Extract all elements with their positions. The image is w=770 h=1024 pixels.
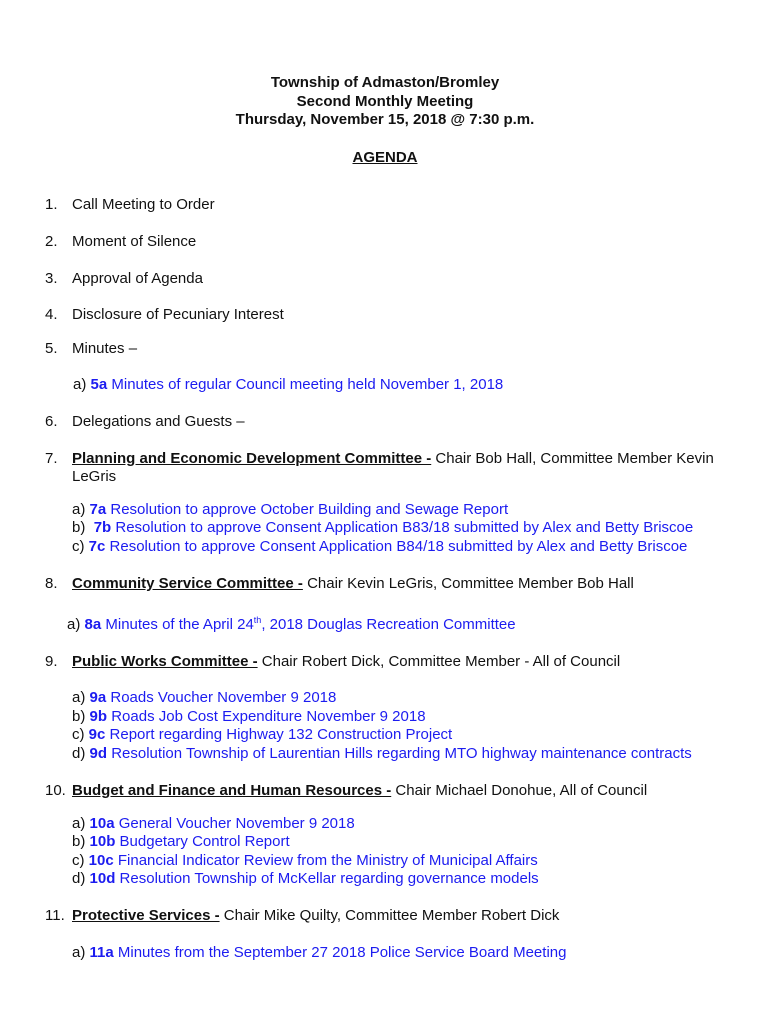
attachment-link-8a[interactable]: 8a — [84, 616, 102, 633]
attachment-link-text[interactable]: Minutes from the September 27 2018 Police Service Board Meeting — [117, 944, 567, 961]
subitem-letter: b) — [72, 708, 86, 725]
attachment-link-text[interactable]: General Voucher November 9 2018 — [118, 815, 355, 832]
ordinal-suffix: th — [253, 615, 262, 625]
committee-members: Chair Mike Quilty, Committee Member Robert Dick — [223, 907, 560, 924]
subitem-letter: a) — [72, 689, 86, 706]
attachment-link-9c[interactable]: 9c — [88, 726, 106, 743]
attachment-link-text[interactable]: Resolution Township of McKellar regarding governance models — [119, 870, 539, 887]
committee-title: Protective Services - — [72, 907, 220, 924]
agenda-subitem-9b — [72, 708, 426, 725]
attachment-link-7c[interactable]: 7c — [88, 538, 106, 555]
subitem-letter: c) — [72, 726, 85, 743]
agenda-heading: AGENDA — [352, 149, 418, 166]
attachment-link-text[interactable]: Resolution Township of Laurentian Hills regarding MTO highway maintenance contracts — [111, 745, 692, 762]
agenda-item-10 — [45, 782, 647, 799]
attachment-link-5a[interactable]: 5a — [90, 376, 108, 393]
agenda-subitem-9d — [72, 745, 692, 762]
attachment-link-text[interactable]: Minutes of regular Council meeting held November 1, 2018 — [111, 376, 504, 393]
item-number: 7. — [45, 450, 58, 467]
agenda-item-9 — [45, 653, 620, 670]
committee-members: Chair Michael Donohue, All of Council — [395, 782, 648, 799]
agenda-item-3 — [45, 270, 203, 287]
item-text: Disclosure of Pecuniary Interest — [72, 306, 284, 323]
attachment-link-text[interactable]: Roads Job Cost Expenditure November 9 2018 — [111, 708, 426, 725]
item-number: 1. — [45, 196, 58, 213]
item-text: Approval of Agenda — [72, 270, 203, 287]
agenda-subitem-10b — [72, 833, 290, 850]
agenda-item-8 — [45, 575, 634, 592]
meeting-date: Thursday, November 15, 2018 @ 7:30 p.m. — [235, 111, 535, 128]
item-number: 11. — [45, 907, 65, 924]
attachment-link-11a[interactable]: 11a — [89, 944, 114, 961]
committee-members: Chair Bob Hall, Committee Member Kevin — [435, 450, 714, 467]
agenda-item-1 — [45, 196, 215, 213]
item-number: 10. — [45, 782, 66, 799]
agenda-item-5 — [45, 340, 137, 357]
attachment-link-text[interactable]: Budgetary Control Report — [119, 833, 290, 850]
agenda-subitem-5a — [73, 376, 503, 393]
attachment-link-text[interactable] — [105, 616, 515, 633]
attachment-link-10d[interactable]: 10d — [89, 870, 116, 887]
subitem-letter: d) — [72, 745, 86, 762]
attachment-link-10a[interactable]: 10a — [89, 815, 115, 832]
subitem-letter: b) — [72, 519, 86, 536]
attachment-link-10b[interactable]: 10b — [89, 833, 116, 850]
agenda-item-6 — [45, 413, 245, 430]
agenda-subitem-10c — [72, 852, 538, 869]
attachment-link-9a[interactable]: 9a — [89, 689, 107, 706]
agenda-subitem-9c — [72, 726, 452, 743]
item-number: 8. — [45, 575, 58, 592]
subitem-letter: a) — [72, 501, 86, 518]
meeting-title: Township of Admaston/Bromley — [270, 74, 500, 91]
item-text: Minutes – — [72, 340, 138, 357]
subitem-letter: a) — [67, 616, 81, 633]
attachment-link-9b[interactable]: 9b — [89, 708, 108, 725]
item-number: 2. — [45, 233, 58, 250]
item-number: 6. — [45, 413, 58, 430]
meeting-subtitle: Second Monthly Meeting — [296, 93, 474, 110]
subitem-letter: d) — [72, 870, 86, 887]
attachment-link-text[interactable]: Resolution to approve Consent Application B83/18 submitted by Alex and Betty Briscoe — [115, 519, 694, 536]
subitem-letter: a) — [72, 815, 86, 832]
agenda-item-7 — [45, 450, 714, 467]
attachment-link-text[interactable]: Resolution to approve Consent Application B84/18 submitted by Alex and Betty Briscoe — [109, 538, 688, 555]
agenda-subitem-7b — [72, 519, 693, 536]
agenda-item-4 — [45, 306, 284, 323]
agenda-subitem-7a — [72, 501, 508, 518]
committee-title: Community Service Committee - — [72, 575, 303, 592]
committee-title: Public Works Committee - — [72, 653, 258, 670]
link-text-part[interactable]: , 2018 Douglas Recreation Committee — [261, 616, 516, 633]
item-text: Call Meeting to Order — [72, 196, 215, 213]
item-number: 9. — [45, 653, 58, 670]
committee-members: Chair Robert Dick, Committee Member - All of Council — [261, 653, 621, 670]
item-number: 5. — [45, 340, 58, 357]
agenda-item-2 — [45, 233, 196, 250]
link-text-part[interactable]: Minutes of the April 24 — [105, 616, 254, 633]
subitem-letter: c) — [72, 538, 85, 555]
agenda-subitem-10a — [72, 815, 355, 832]
attachment-link-text[interactable]: Report regarding Highway 132 Construction Project — [109, 726, 453, 743]
subitem-letter: a) — [73, 376, 87, 393]
agenda-item-7-cont: LeGris — [72, 468, 117, 485]
committee-title: Planning and Economic Development Committee - — [72, 450, 432, 467]
agenda-item-11 — [45, 907, 559, 924]
subitem-letter: a) — [72, 944, 86, 961]
subitem-letter: b) — [72, 833, 86, 850]
attachment-link-text[interactable]: Roads Voucher November 9 2018 — [110, 689, 337, 706]
subitem-letter: c) — [72, 852, 85, 869]
item-number: 4. — [45, 306, 58, 323]
committee-members: Chair Kevin LeGris, Committee Member Bob Hall — [307, 575, 634, 592]
committee-title: Budget and Finance and Human Resources - — [72, 782, 392, 799]
agenda-subitem-9a — [72, 689, 336, 706]
attachment-link-9d[interactable]: 9d — [89, 745, 108, 762]
agenda-subitem-8a — [67, 616, 516, 633]
item-text: Moment of Silence — [72, 233, 197, 250]
agenda-subitem-11a — [72, 944, 566, 961]
item-number: 3. — [45, 270, 58, 287]
item-text: Delegations and Guests – — [72, 413, 245, 430]
agenda-subitem-7c — [72, 538, 687, 555]
attachment-link-text[interactable]: Resolution to approve October Building and Sewage Report — [110, 501, 509, 518]
attachment-link-10c[interactable]: 10c — [88, 852, 114, 869]
attachment-link-7b[interactable]: 7b — [93, 519, 112, 536]
attachment-link-text[interactable]: Financial Indicator Review from the Ministry of Municipal Affairs — [117, 852, 538, 869]
attachment-link-7a[interactable]: 7a — [89, 501, 107, 518]
agenda-subitem-10d — [72, 870, 539, 887]
